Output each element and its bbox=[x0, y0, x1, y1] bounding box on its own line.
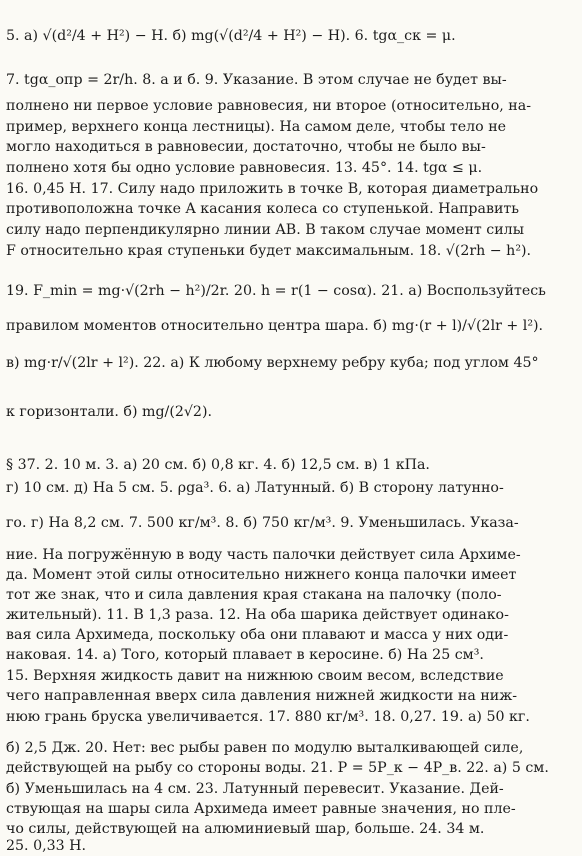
text-line: чего направленная вверх сила давления нижней жидкости на ниж- bbox=[6, 688, 518, 704]
text-line: 5. а) √(d²/4 + H²) − H. б) mg(√(d²/4 + H²) − H). 6. tgα_ск = μ. bbox=[6, 28, 456, 44]
text-line: F относительно края ступеньки будет максимальным. 18. √(2rh − h²). bbox=[6, 243, 532, 259]
text-line: полнено хотя бы одно условие равновесия. 13. 45°. 14. tgα ≤ μ. bbox=[6, 160, 483, 176]
text-line: силу надо перпендикулярно линии AB. В таком случае момент силы bbox=[6, 222, 524, 238]
text-line: пример, верхнего конца лестницы). На самом деле, чтобы тело не bbox=[6, 119, 507, 135]
text-line: ние. На погружённую в воду часть палочки действует сила Архиме- bbox=[6, 547, 521, 563]
text-line: жительный). 11. В 1,3 раза. 12. На оба шарика действует одинако- bbox=[6, 607, 509, 623]
section-37-line: § 37. 2. 10 м. 3. а) 20 см. б) 0,8 кг. 4. б) 12,5 см. в) 1 кПа. bbox=[6, 457, 430, 473]
text-line: 15. Верхняя жидкость давит на нижнюю своим весом, вследствие bbox=[6, 668, 504, 684]
text-line: вая сила Архимеда, поскольку оба они плавают и масса у них оди- bbox=[6, 627, 509, 643]
text-line: б) Уменьшилась на 4 см. 23. Латунный перевесит. Указание. Дей- bbox=[6, 781, 504, 797]
text-line: правилом моментов относительно центра шара. б) mg·(r + l)/√(2lr + l²). bbox=[6, 318, 544, 334]
text-line: да. Момент этой силы относительно нижнего конца палочки имеет bbox=[6, 567, 517, 583]
text-line: действующей на рыбу со стороны воды. 21. P = 5P_к − 4P_в. 22. а) 5 см. bbox=[6, 760, 549, 776]
text-line: 7. tgα_опр = 2r/h. 8. а и б. 9. Указание. В этом случае не будет вы- bbox=[6, 72, 507, 88]
text-line: полнено ни первое условие равновесия, ни второе (относительно, на- bbox=[6, 98, 531, 114]
text-line: 25. 0,33 Н. bbox=[6, 838, 87, 854]
text-line: ствующая на шары сила Архимеда имеет равные значения, но пле- bbox=[6, 801, 516, 817]
text-line: нюю грань бруска увеличивается. 17. 880 кг/м³. 18. 0,27. 19. а) 50 кг. bbox=[6, 709, 530, 725]
text-line: наковая. 14. а) Того, который плавает в керосине. б) На 25 см³. bbox=[6, 647, 484, 663]
text-line: противоположна точке A касания колеса со ступенькой. Направить bbox=[6, 201, 519, 217]
text-line: могло находиться в равновесии, достаточно, чтобы не было вы- bbox=[6, 139, 486, 155]
text-line: тот же знак, что и сила давления края стакана на палочку (поло- bbox=[6, 587, 502, 603]
text-line: го. г) На 8,2 см. 7. 500 кг/м³. 8. б) 750 кг/м³. 9. Уменьшилась. Указа- bbox=[6, 515, 519, 531]
text-line: 16. 0,45 Н. 17. Силу надо приложить в точке B, которая диаметрально bbox=[6, 181, 539, 197]
text-line: в) mg·r/√(2lr + l²). 22. а) К любому верхнему ребру куба; под углом 45° bbox=[6, 355, 539, 371]
text-line: 19. F_min = mg·√(2rh − h²)/2r. 20. h = r(1 − cosα). 21. а) Воспользуйтесь bbox=[6, 283, 546, 299]
text-line: к горизонтали. б) mg/(2√2). bbox=[6, 404, 212, 420]
text-line: чо силы, действующей на алюминиевый шар, больше. 24. 34 м. bbox=[6, 821, 485, 837]
text-line: г) 10 см. д) На 5 см. 5. ρga³. 6. а) Латунный. б) В сторону латунно- bbox=[6, 480, 504, 496]
text-line: б) 2,5 Дж. 20. Нет: вес рыбы равен по модулю выталкивающей силе, bbox=[6, 740, 524, 756]
